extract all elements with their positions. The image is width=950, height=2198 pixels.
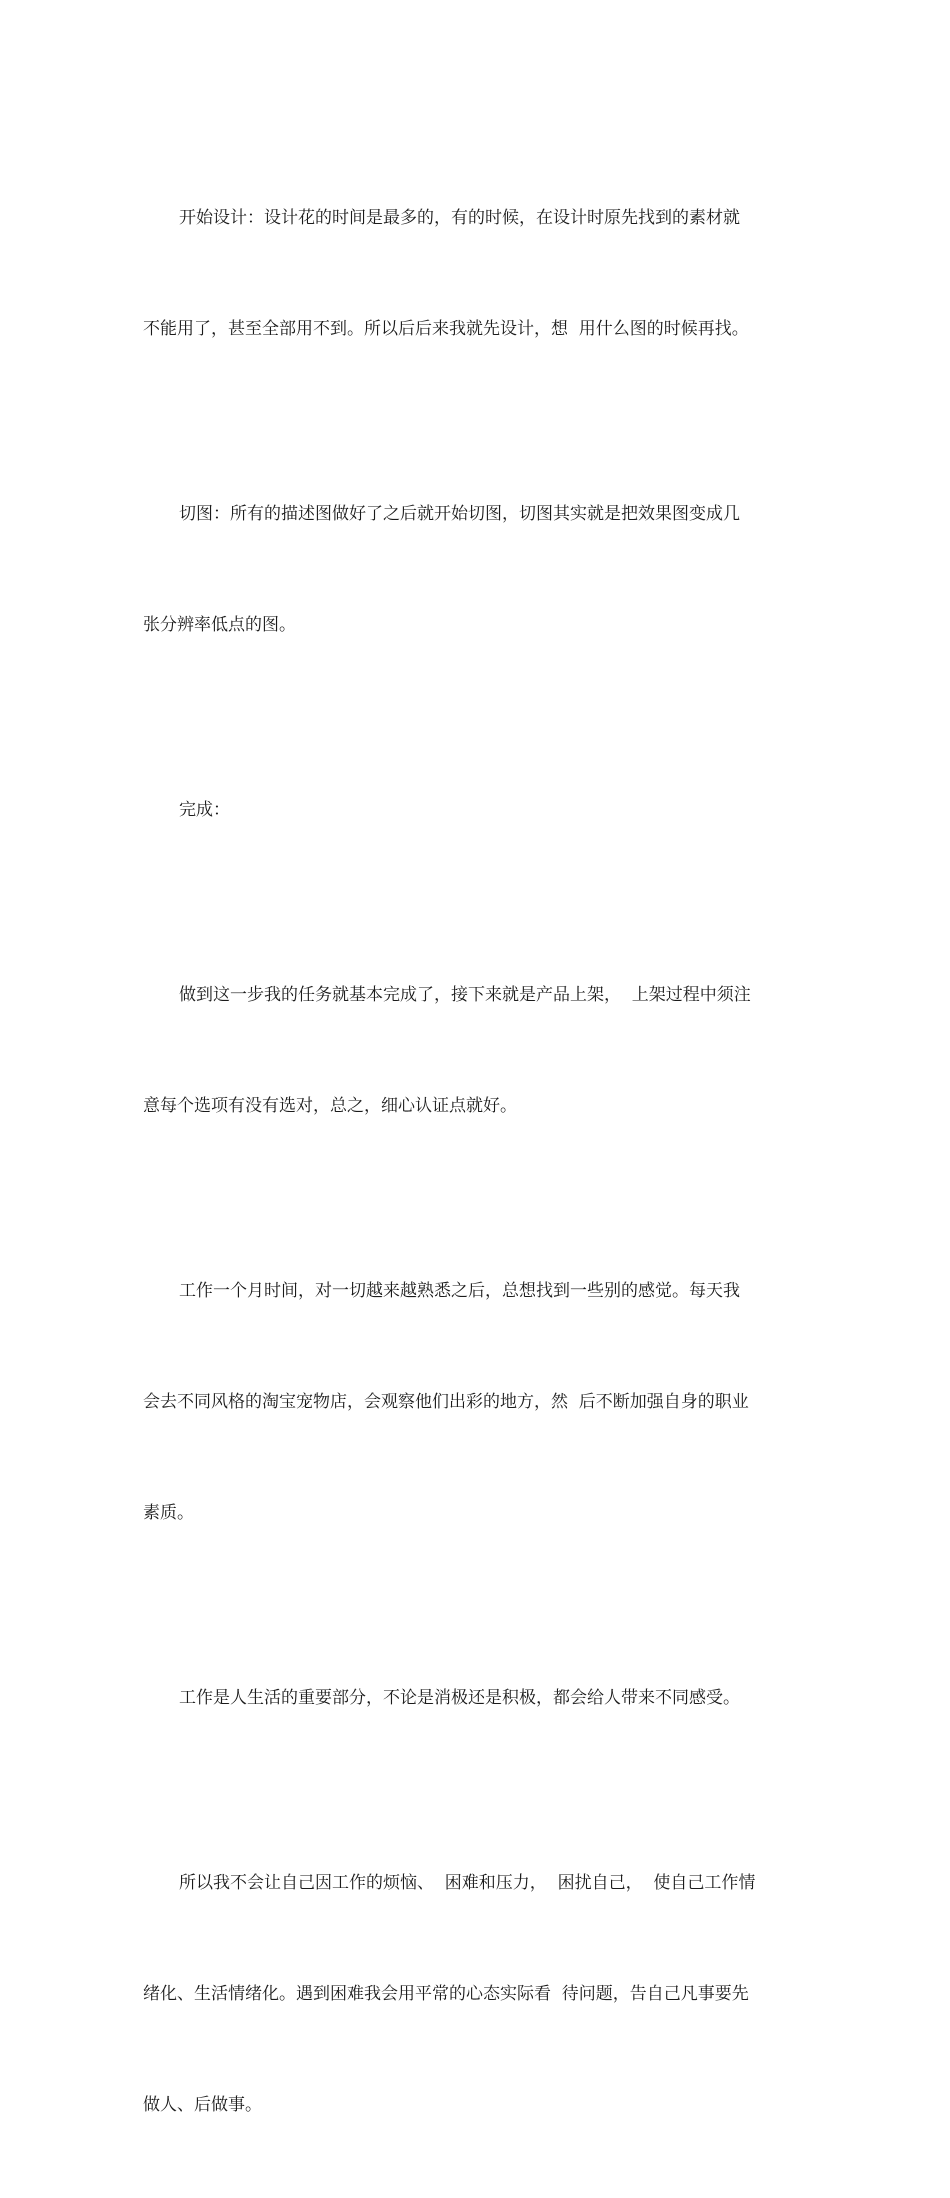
text-line: 工作一个月时间，对一切越来越熟悉之后，总想找到一些别的感觉。每天我 [179,1281,740,1301]
paragraph-completion-heading [143,718,808,903]
text-line: 完成： [179,800,230,820]
text-line: 素质。 [143,1503,194,1523]
text-line: 张分辨率低点的图。 [143,615,296,635]
paragraph-work-life [143,1606,808,1791]
paragraph-design [143,126,808,422]
text-line: 会去不同风格的淘宝宠物店，会观察他们出彩的地方，然 后不断加强自身的职业 [143,1392,749,1412]
paragraph-product-listing [143,903,808,1199]
text-line: 开始设计：设计花的时间是最多的，有的时候，在设计时原先找到的素材就 [179,208,740,228]
text-line: 做到这一步我的任务就基本完成了，接下来就是产品上架， 上架过程中须注 [179,985,751,1005]
text-line: 切图：所有的描述图做好了之后就开始切图，切图其实就是把效果图变成几 [179,504,740,524]
document-body [143,126,808,2198]
paragraph-slicing [143,422,808,718]
text-line: 工作是人生活的重要部分，不论是消极还是积极，都会给人带来不同感受。 [179,1688,740,1708]
text-line: 绪化、生活情绪化。遇到困难我会用平常的心态实际看 待问题，告自己凡事要先 [143,1984,749,2004]
text-line: 不能用了，甚至全部用不到。所以后后来我就先设计，想 用什么图的时候再找。 [143,319,749,339]
text-line: 做人、后做事。 [143,2095,262,2115]
paragraph-one-month [143,1199,808,1606]
paragraph-attitude [143,1791,808,2198]
text-line: 所以我不会让自己因工作的烦恼、 困难和压力， 困扰自己， 使自己工作情 [179,1873,756,1893]
text-line: 意每个选项有没有选对，总之，细心认证点就好。 [143,1096,517,1116]
